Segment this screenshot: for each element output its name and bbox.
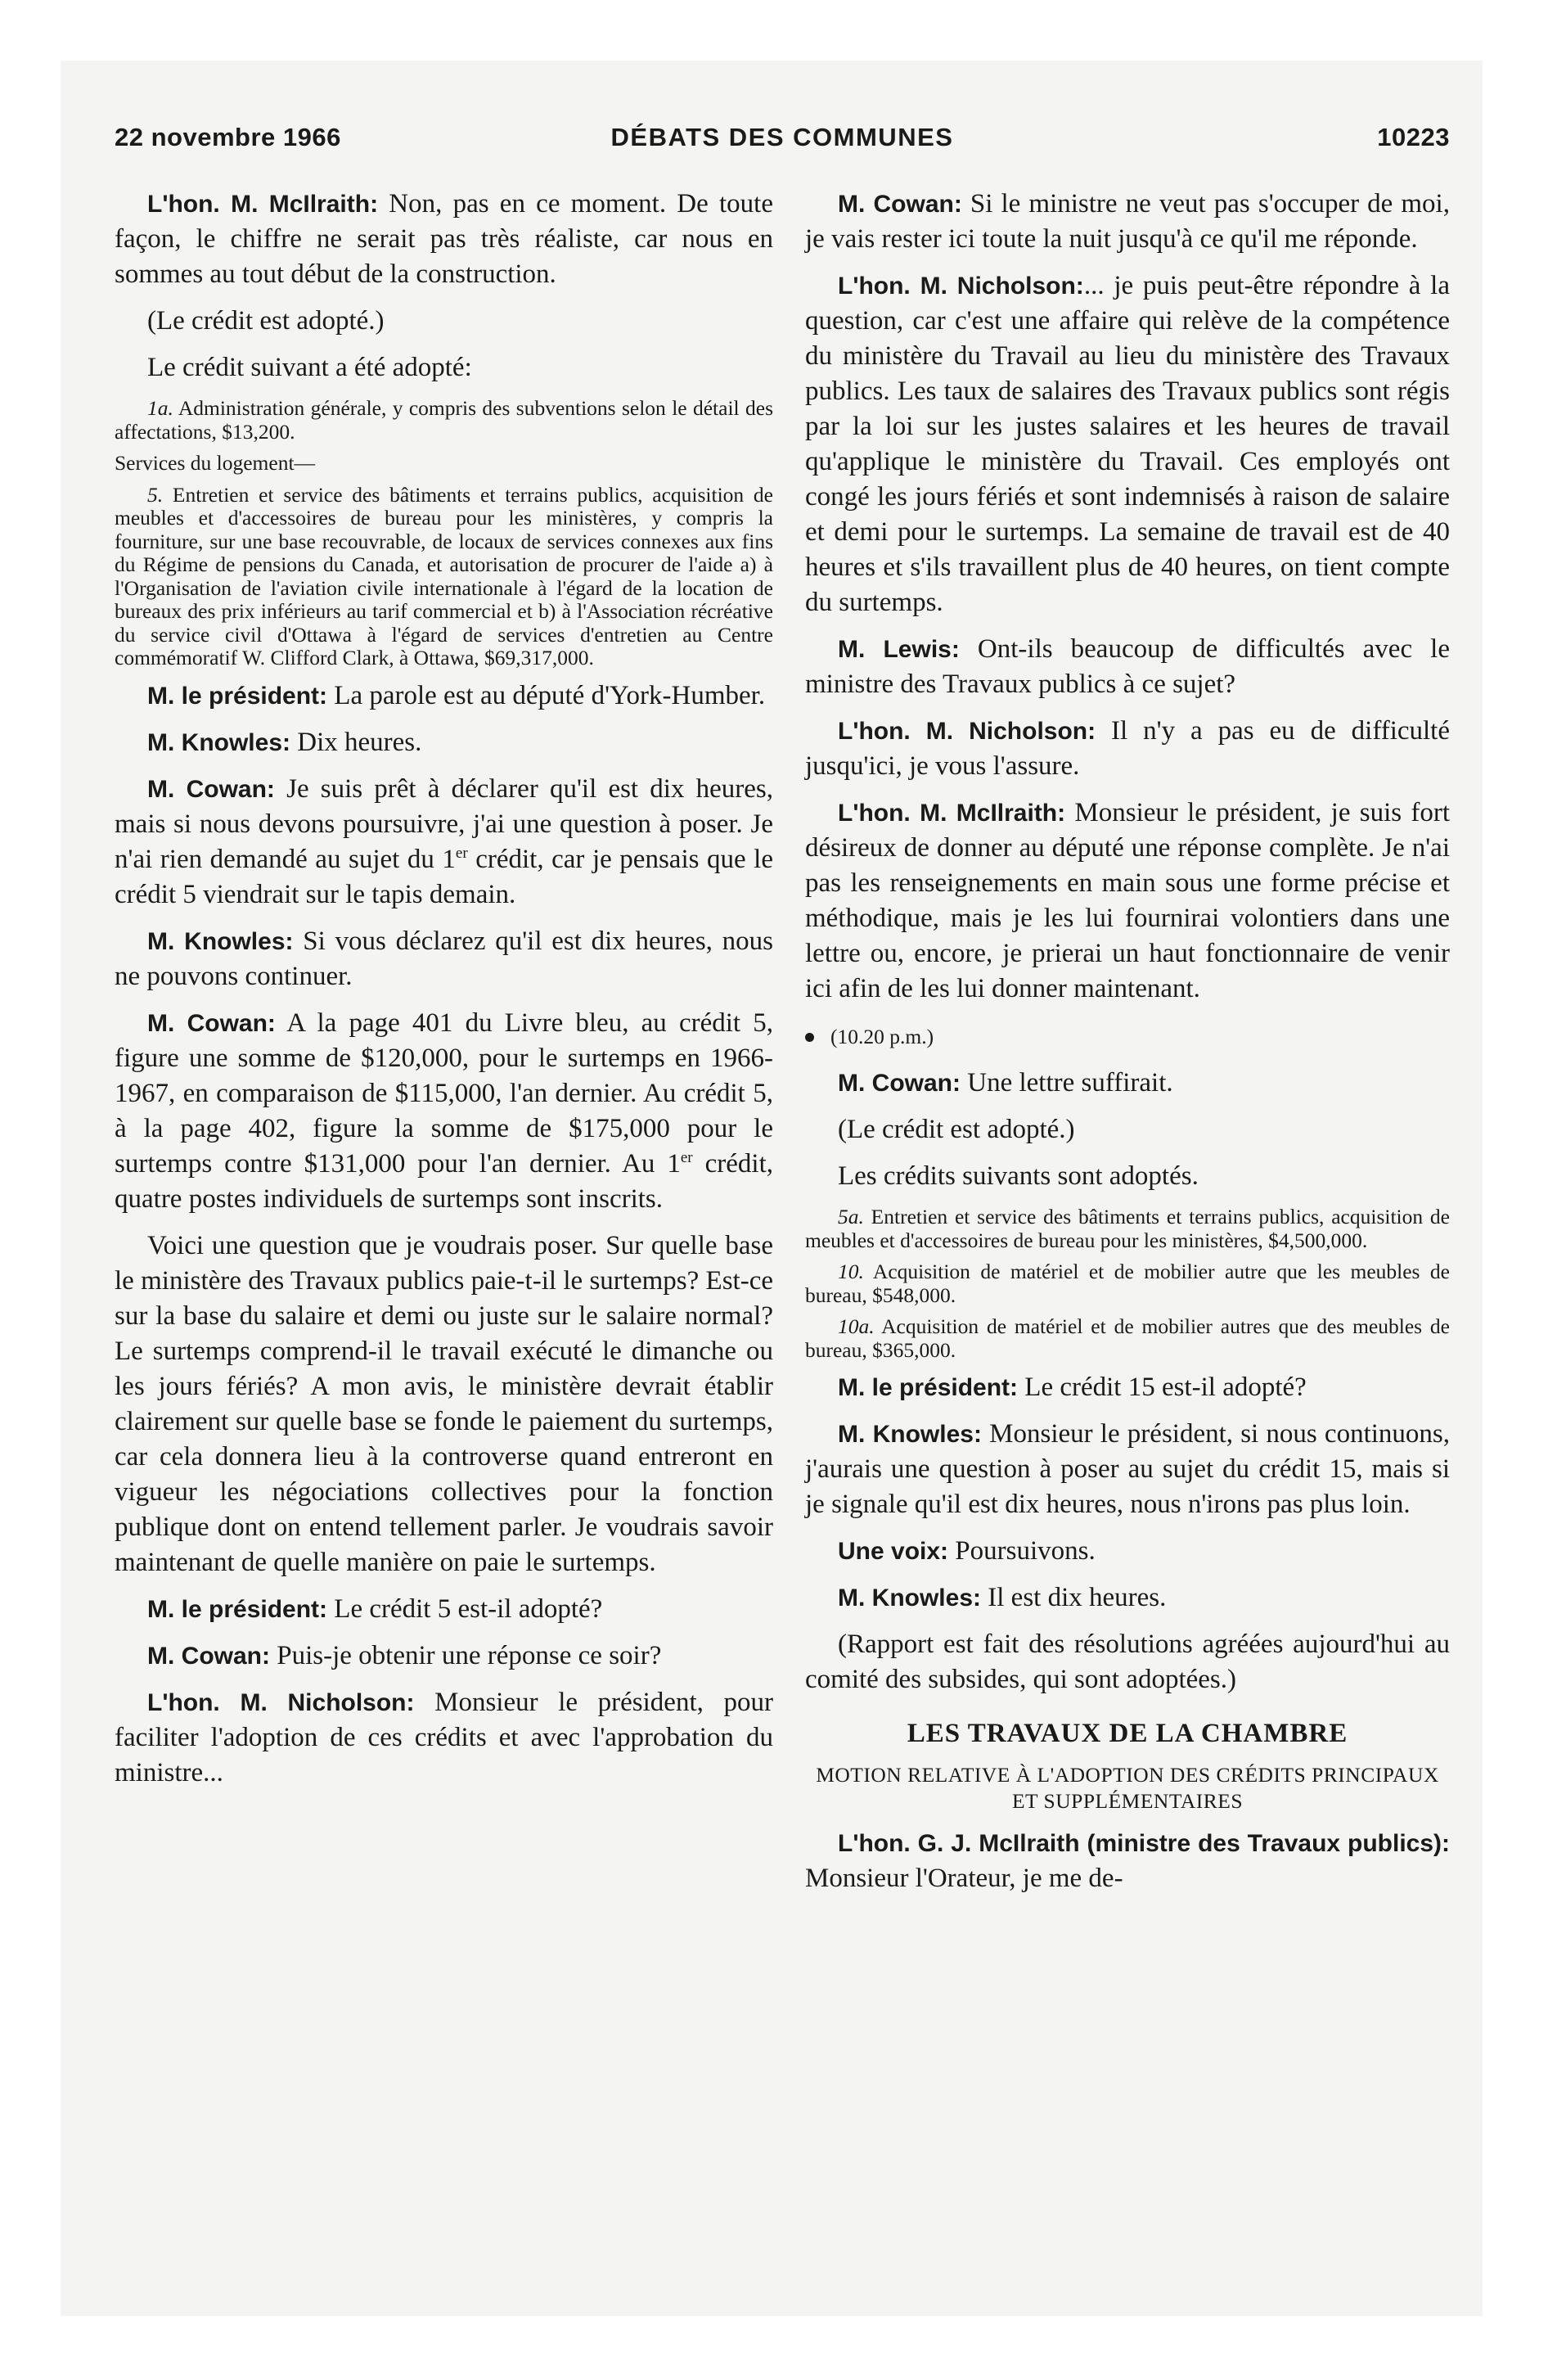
paragraph [805,1066,1450,1101]
superscript: er [455,844,468,862]
paragraph [115,678,773,714]
section-subtitle: MOTION RELATIVE À L'ADOPTION DES CRÉDITS PRINCIPAUX ET SUPPLÉMENTAIRES [816,1763,1439,1813]
paragraph: (Rapport est fait des résolutions agréées aujourd'hui au comité des subsides, qui sont adoptées.) [805,1629,1450,1694]
speaker-name: L'hon. M. Nicholson: [838,718,1096,745]
speech-text: Monsieur l'Orateur, je me de- [805,1864,1123,1893]
speech-text: Il n'y a pas eu de difficulté jusqu'ici, je vous l'assure. [805,716,1450,781]
paragraph [805,714,1450,784]
paragraph [805,632,1450,702]
vote-number: 5a. [838,1205,864,1228]
vote-item [115,397,773,444]
header-title: DÉBATS DES COMMUNES [610,123,954,151]
paragraph: Voici une question que je voudrais poser. Sur quelle base le ministère des Travaux publics paie-t-il le surtemps? Est-ce sur la base du salaire et demi ou juste sur le salaire normal? Le surtemps comprend-il le travail exécuté le dimanche ou les jours fériés? A mon avis, le ministère devrait établir clairement sur quelle base se fonde le paiement du surtemps, car cela donnera lieu à la controverse quand entreront en vigueur les négociations collectives pour la fonction publique dont on entend tellement parler. Je voudrais savoir maintenant de quelle manière on paie le surtemps. [115,1230,773,1577]
speaker-name: M. Cowan: [838,191,962,218]
paragraph [805,1417,1450,1522]
bullet-icon [805,1033,814,1042]
section-title: LES TRAVAUX DE LA CHAMBRE [907,1719,1348,1748]
speech-text: Une lettre suffirait. [961,1068,1173,1098]
speaker-name: M. Cowan: [147,775,275,803]
paragraph [115,772,773,913]
speaker-name: L'hon. M. Nicholson: [838,273,1084,300]
speaker-name: L'hon. G. J. McIlraith (ministre des Travaux publics): [838,1830,1450,1857]
speech-text: ... je puis peut-être répondre à la question, car c'est une affaire qui relève de la compétence du ministère du Travail au lieu du ministère des Travaux publics. Les taux de salaires des Travaux publics sont régis par la loi sur les justes salaires et les heures de travail qu'applique le ministère du Travail. Ces employés ont congé les jours fériés et sont indemnisés à raison de salaire et demi pour le surtemps. La semaine de travail est de 40 heures et s'ils travaillent plus de 40 heures, on tient compte du surtemps. [805,271,1450,617]
vote-item [805,1260,1450,1307]
paragraph [805,796,1450,1007]
paragraph [115,1685,773,1791]
speech-text: Monsieur le président, pour faciliter l'adoption de ces crédits et avec l'approbation du ministre... [115,1687,773,1787]
speaker-name: M. Knowles: [147,728,291,756]
speech-text: Ont-ils beaucoup de difficultés avec le ministre des Travaux publics à ce sujet? [805,634,1450,699]
paragraph: (Le crédit est adopté.) [147,306,385,336]
speaker-name: M. le président: [147,1595,328,1623]
speaker-name: L'hon. M. McIlraith: [838,800,1066,827]
vote-text: Entretien et service des bâtiments et terrains publics, acquisition de meubles et d'accessoires de bureau pour les ministères, $4,500,000. [805,1205,1450,1252]
page-header [115,123,1450,159]
paragraph [805,1580,1450,1616]
paragraph [805,1826,1450,1896]
speaker-name: M. Cowan: [147,1642,270,1670]
paragraph: Les crédits suivants sont adoptés. [838,1161,1199,1191]
paragraph [805,268,1450,620]
paragraph: Le crédit suivant a été adopté: [147,353,472,382]
vote-text: Administration générale, y compris des subventions selon le détail des affectations, $13,200. [115,396,773,444]
vote-number: 10. [838,1260,864,1283]
speech-text: Le crédit 5 est-il adopté? [327,1593,603,1624]
paragraph [115,725,773,760]
speech-text: Le crédit 15 est-il adopté? [1018,1373,1307,1402]
left-column [115,187,773,1802]
vote-item [805,1315,1450,1362]
vote-number: 10a. [838,1314,875,1338]
vote-heading: Services du logement— [115,451,316,475]
speech-text: Si vous déclarez qu'il est dix heures, nous ne pouvons continuer. [115,926,773,991]
paragraph: (Le crédit est adopté.) [838,1115,1075,1144]
header-page-number: 10223 [1377,123,1450,151]
speech-text: Monsieur le président, si nous continuons, j'aurais une question à poser au sujet du crédit 15, mais si je signale qu'il est dix heures, nous n'irons pas plus loin. [805,1419,1450,1519]
speaker-name: M. le président: [147,682,328,710]
speech-text: Non, pas en ce moment. De toute façon, le chiffre ne serait pas très réaliste, car nous en sommes au tout début de la construction. [115,189,773,289]
speech-text: Monsieur le président, je suis fort désireux de donner au député une réponse complète. Je n'ai pas les renseignements en main sous une forme précise et méthodique, mais je les lui fournirai volontiers dans une lettre ou, encore, je prierai un haut fonctionnaire de venir ici afin de les lui donner maintenant. [805,798,1450,1003]
paragraph [115,1592,773,1627]
vote-text: Acquisition de matériel et de mobilier autres que des meubles de bureau, $365,000. [805,1314,1450,1362]
speech-text: Poursuivons. [948,1536,1096,1566]
speech-text: La parole est au député d'York-Humber. [327,680,766,710]
right-column [805,187,1450,1908]
vote-item [805,1206,1450,1252]
speech-text: Puis-je obtenir une réponse ce soir? [270,1640,662,1670]
time-marker [805,1018,1450,1054]
paragraph [805,187,1450,257]
speaker-name: M. Lewis: [838,636,960,663]
speaker-name: L'hon. M. Nicholson: [147,1688,415,1716]
superscript: er [680,1148,693,1166]
speech-text: Si le ministre ne veut pas s'occuper de moi, je vais rester ici toute la nuit jusqu'à ce qu'il me réponde. [805,189,1450,254]
speech-text: Il est dix heures. [981,1583,1167,1612]
paragraph [115,924,773,994]
paragraph [805,1534,1450,1569]
speech-text: A la page 401 du Livre bleu, au crédit 5, figure une somme de $120,000, pour le surtemps en 1966-1967, en comparaison de $115,000, l'an dernier. Au crédit 5, à la page 402, figure la somme de $175,000 pour le surtemps contre $131,000 pour l'an dernier. Au 1 [115,1007,773,1179]
time-stamp: (10.20 p.m.) [830,1025,934,1048]
speech-text: crédit, car je pensais que le crédit 5 viendrait sur le tapis demain. [115,844,774,909]
paragraph [115,1639,773,1674]
header-date: 22 novembre 1966 [115,123,341,151]
paragraph [115,1006,773,1217]
speaker-name: M. Knowles: [838,1584,982,1611]
vote-text: Acquisition de matériel et de mobilier autre que les meubles de bureau, $548,000. [805,1260,1450,1307]
speaker-name: Une voix: [838,1538,949,1565]
vote-item [115,484,773,670]
vote-number: 5. [147,482,164,507]
speaker-name: M. Knowles: [838,1421,982,1448]
paragraph [115,187,773,292]
vote-number: 1a. [147,396,173,420]
speaker-name: L'hon. M. McIlraith: [147,191,379,218]
vote-text: Entretien et service des bâtiments et terrains publics, acquisition de meubles et d'accessoires de bureau pour les ministères, y compris la fourniture, sur une base recouvrable, de locaux de services connexes aux fins du Régime de pensions du Canada, et autorisation de procurer de l'aide a) à l'Organisation de l'aviation civile internationale à l'égard de la location de bureaux des prix inférieurs au tarif commercial et b) à l'Association récréative du service civil d'Ottawa à l'égard de services d'entretien au Centre commémoratif W. Clifford Clark, à Ottawa, $69,317,000. [115,482,773,669]
speaker-name: M. Cowan: [838,1070,961,1097]
speaker-name: M. Cowan: [147,1009,276,1037]
speech-text: crédit, quatre postes individuels de surtemps sont inscrits. [115,1148,773,1214]
speech-text: Dix heures. [290,727,422,757]
speaker-name: M. Knowles: [147,927,294,955]
paragraph [805,1370,1450,1405]
speech-text: Je suis prêt à déclarer qu'il est dix heures, mais si nous devons poursuivre, j'ai une question à poser. Je n'ai rien demandé au sujet du 1 [115,773,773,874]
speaker-name: M. le président: [838,1374,1019,1401]
